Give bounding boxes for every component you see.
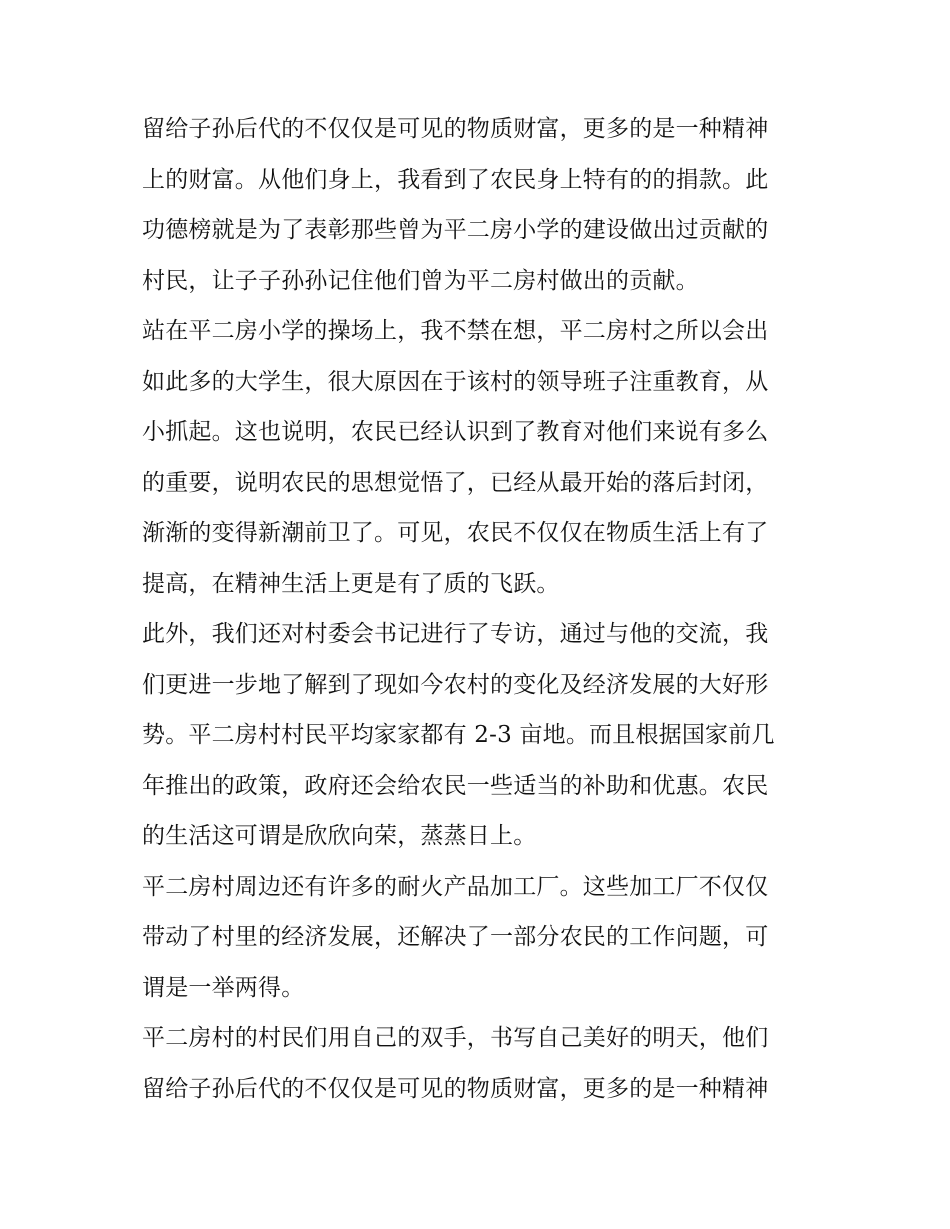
text-line: 小抓起。这也说明，农民已经认识到了教育对他们来说有多么 (142, 419, 769, 445)
text-line: 的生活这可谓是欣欣向荣，蒸蒸日上。 (142, 823, 537, 849)
text-line: 渐渐的变得新潮前卫了。可见，农民不仅仅在物质生活上有了 (142, 520, 769, 546)
text-line: 如此多的大学生，很大原因在于该村的领导班子注重教育，从 (142, 368, 769, 395)
text-line: 平二房村的村民们用自己的双手，书写自己美好的明天，他们 (142, 1025, 769, 1051)
text-line: 留给子孙后代的不仅仅是可见的物质财富，更多的是一种精神 (142, 116, 769, 142)
text-line: 此外，我们还对村委会书记进行了专访，通过与他的交流，我 (142, 621, 769, 647)
text-line: 平二房村周边还有许多的耐火产品加工厂。这些加工厂不仅仅 (142, 873, 769, 900)
text-line: 们更进一步地了解到了现如今农村的变化及经济发展的大好形 (142, 671, 769, 698)
text-line: 上的财富。从他们身上，我看到了农民身上特有的的捐款。此 (142, 166, 769, 193)
text-line: 功德榜就是为了表彰那些曾为平二房小学的建设做出过贡献的 (142, 217, 769, 243)
text-line: 村民，让子子孙孙记住他们曾为平二房村做出的贡献。 (142, 267, 699, 294)
text-line: 势。平二房村村民平均家家都有 2-3 亩地。而且根据国家前几 (142, 722, 775, 748)
text-line: 站在平二房小学的操场上，我不禁在想，平二房村之所以会出 (142, 318, 769, 344)
text-line: 谓是一举两得。 (142, 974, 305, 1001)
text-line: 年推出的政策，政府还会给农民一些适当的补助和优惠。农民 (142, 772, 769, 799)
body-text (142, 104, 814, 1114)
text-line: 留给子孙后代的不仅仅是可见的物质财富，更多的是一种精神 (142, 1075, 769, 1102)
text-line: 带动了村里的经济发展，还解决了一部分农民的工作问题，可 (142, 924, 769, 950)
text-line: 提高，在精神生活上更是有了质的飞跃。 (142, 570, 560, 597)
text-line: 的重要，说明农民的思想觉悟了，已经从最开始的落后封闭， (142, 469, 769, 496)
